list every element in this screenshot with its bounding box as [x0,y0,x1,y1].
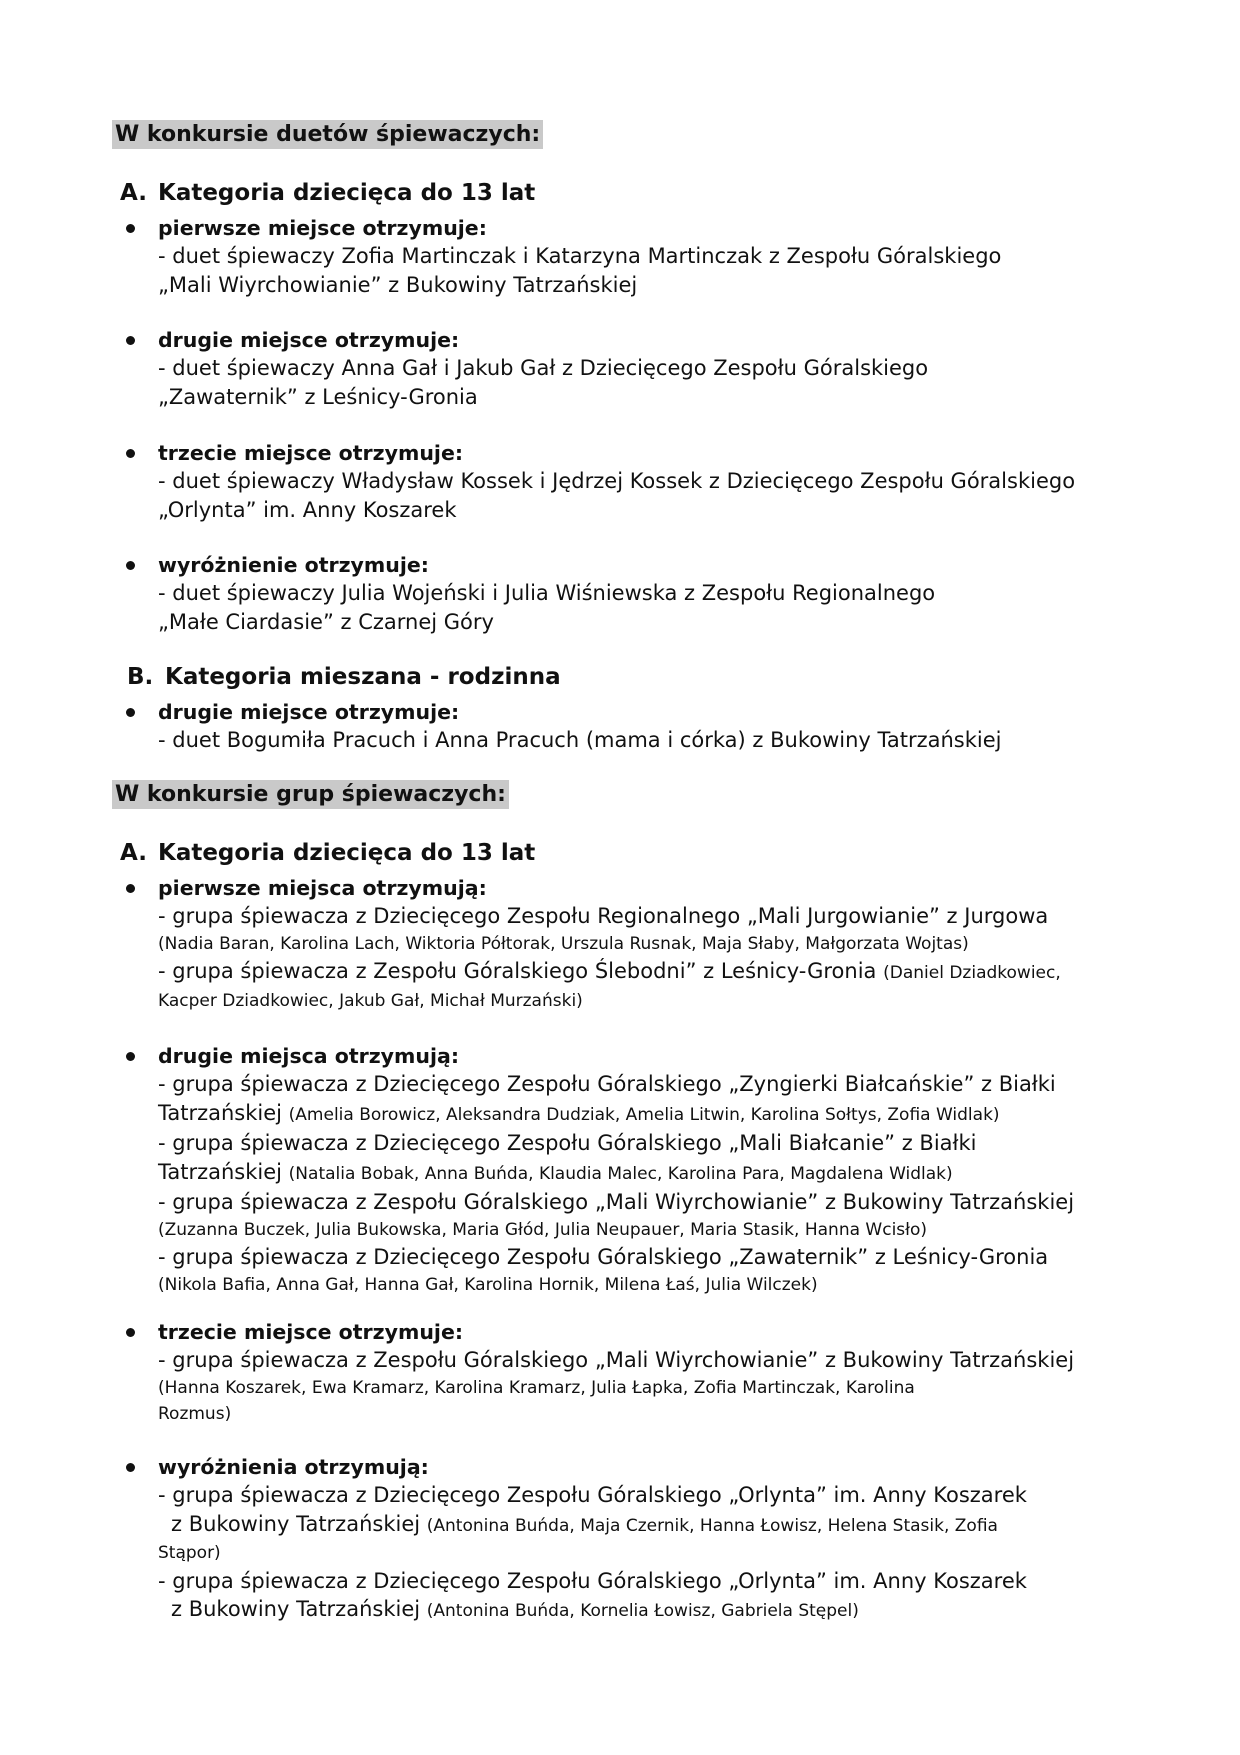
bullet-icon [126,708,135,717]
bullet-icon [126,1052,135,1061]
award-heading: drugie miejsca otrzymują: [158,1044,460,1068]
award-entry: - grupa śpiewacza z Zespołu Góralskiego „Mali Wiyrchowianie” z Bukowiny Tatrzańskiej [158,1348,1075,1372]
award-entry-text: - grupa śpiewacza z Zespołu Góralskiego Ślebodni” z Leśnicy-Gronia [158,959,877,983]
bullet-icon [126,224,135,233]
award-heading: trzecie miejsce otrzymuje: [158,1320,464,1344]
award-entry: - grupa śpiewacza z Dziecięcego Zespołu Góralskiego „Zyngierki Białcańskie” z Białki [158,1072,1056,1096]
list-item [158,1453,1158,1626]
bullet-icon [126,336,135,345]
award-entry: - grupa śpiewacza z Dziecięcego Zespołu Góralskiego „Zawaternik” z Leśnicy-Gronia [158,1245,1049,1269]
award-entry: - duet śpiewaczy Anna Gał i Jakub Gał z Dziecięcego Zespołu Góralskiego [158,356,929,380]
member-list: (Natalia Bobak, Anna Buńda, Klaudia Malec, Karolina Para, Magdalena Widlak) [288,1163,953,1184]
award-heading: pierwsze miejsca otrzymują: [158,876,487,900]
list-item [158,551,1158,636]
section-title-groups: W konkursie grup śpiewaczych: [112,780,509,809]
award-entry: - duet śpiewaczy Julia Wojeński i Julia Wiśniewska z Zespołu Regionalnego [158,581,936,605]
member-list: (Antonina Buńda, Kornelia Łowisz, Gabriela Stępel) [426,1601,859,1621]
award-heading: drugie miejsce otrzymuje: [158,700,460,724]
member-list-cont: Stąpor) [158,1543,221,1563]
bullet-icon [126,561,135,570]
member-list: (Antonina Buńda, Maja Czernik, Hanna Łowisz, Helena Stasik, Zofia [426,1515,998,1536]
award-heading: trzecie miejsce otrzymuje: [158,441,464,465]
award-entry-cont: „Małe Ciardasie” z Czarnej Góry [158,609,494,634]
category-title-groups-a [120,838,535,868]
award-entry-cont: „Zawaternik” z Leśnicy-Gronia [158,384,478,409]
award-entry [158,957,1158,988]
award-entry: - duet śpiewaczy Władysław Kossek i Jędrzej Kossek z Dziecięcego Zespołu Góralskiego [158,469,1076,493]
award-entry: - grupa śpiewacza z Dziecięcego Zespołu Regionalnego „Mali Jurgowianie” z Jurgowa [158,904,1049,928]
list-item [158,1042,1158,1298]
member-list: (Amelia Borowicz, Aleksandra Dudziak, Amelia Litwin, Karolina Sołtys, Zofia Widlak) [288,1104,1000,1125]
bullet-icon [126,1328,135,1337]
category-title-duets-b [127,662,561,692]
award-entry-cont [158,1099,1158,1130]
award-entry-cont [158,1158,1158,1189]
award-entry-text: Tatrzańskiej [158,1100,282,1125]
award-entry-text: Tatrzańskiej [158,1159,282,1184]
award-heading: pierwsze miejsce otrzymuje: [158,216,487,240]
category-letter: A. [120,840,147,866]
category-title-duets-a [120,178,535,208]
bullet-icon [126,1463,135,1472]
list-item [158,214,1158,299]
bullet-icon [126,884,135,893]
category-label: Kategoria dziecięca do 13 lat [158,840,536,866]
category-letter: B. [127,664,154,690]
member-list-cont: Rozmus) [158,1404,232,1424]
list-item [158,698,1158,755]
award-entry-text: z Bukowiny Tatrzańskiej [171,1511,421,1536]
bullet-icon [126,449,135,458]
award-entry: - duet Bogumiła Pracuch i Anna Pracuch (mama i córka) z Bukowiny Tatrzańskiej [158,728,1002,752]
category-label: Kategoria mieszana - rodzinna [165,664,561,690]
award-entry: - grupa śpiewacza z Dziecięcego Zespołu Góralskiego „Orlynta” im. Anny Koszarek [158,1483,1027,1507]
list-item [158,326,1158,411]
award-entry-text: z Bukowiny Tatrzańskiej [171,1597,421,1621]
award-entry: - duet śpiewaczy Zofia Martinczak i Katarzyna Martinczak z Zespołu Góralskiego [158,244,1002,268]
member-list: (Hanna Koszarek, Ewa Kramarz, Karolina Kramarz, Julia Łapka, Zofia Martinczak, Karolina [158,1377,915,1398]
award-heading: wyróżnienia otrzymują: [158,1455,429,1479]
award-heading: wyróżnienie otrzymuje: [158,553,429,577]
award-entry-cont [158,1510,1158,1541]
award-entry-cont: „Orlynta” im. Anny Koszarek [158,497,457,522]
member-list: (Nikola Bafia, Anna Gał, Hanna Gał, Karolina Hornik, Milena Łaś, Julia Wilczek) [158,1274,818,1295]
member-list: (Daniel Dziadkowiec, [883,963,1061,983]
category-label: Kategoria dziecięca do 13 lat [158,180,536,206]
section-title-duets: W konkursie duetów śpiewaczych: [112,120,543,149]
award-entry-cont: „Mali Wiyrchowianie” z Bukowiny Tatrzańskiej [158,272,638,297]
list-item [158,874,1158,1014]
award-entry-cont [158,1595,1158,1626]
award-entry: - grupa śpiewacza z Dziecięcego Zespołu Góralskiego „Mali Białcanie” z Białki [158,1131,977,1155]
award-heading: drugie miejsce otrzymuje: [158,328,460,352]
member-list: (Nadia Baran, Karolina Lach, Wiktoria Półtorak, Urszula Rusnak, Maja Słaby, Małgorzata Wojtas) [158,933,969,954]
category-letter: A. [120,180,147,206]
member-list: (Zuzanna Buczek, Julia Bukowska, Maria Głód, Julia Neupauer, Maria Stasik, Hanna Wcisło) [158,1219,928,1240]
award-entry: - grupa śpiewacza z Dziecięcego Zespołu Góralskiego „Orlynta” im. Anny Koszarek [158,1568,1027,1593]
list-item [158,439,1158,524]
award-entry: - grupa śpiewacza z Zespołu Góralskiego „Mali Wiyrchowianie” z Bukowiny Tatrzańskiej [158,1190,1075,1214]
member-list-cont: Kacper Dziadkowiec, Jakub Gał, Michał Murzański) [158,990,583,1011]
list-item [158,1318,1158,1428]
